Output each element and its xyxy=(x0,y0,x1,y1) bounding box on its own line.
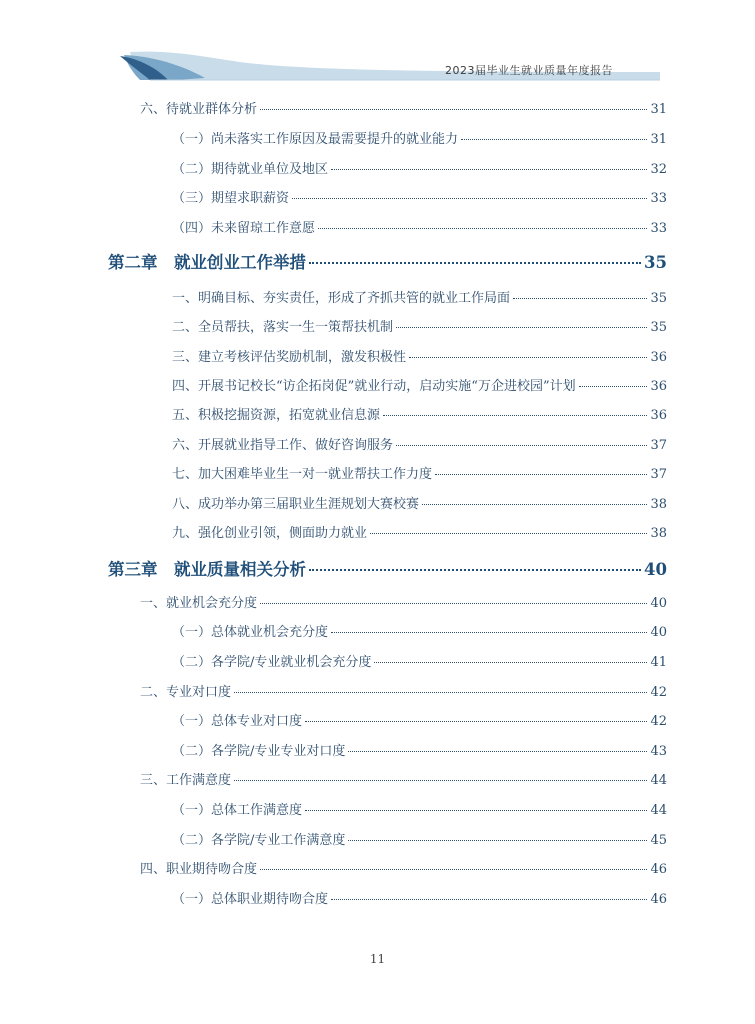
toc-entry[interactable] xyxy=(172,799,667,818)
toc-entry-page: 32 xyxy=(650,162,667,177)
toc-entry-label: 五、积极挖掘资源，拓宽就业信息源 xyxy=(172,408,381,423)
dot-leader xyxy=(260,603,647,604)
toc-entry-page: 42 xyxy=(650,685,667,700)
toc-entry-label: （二）各学院/专业就业机会充分度 xyxy=(172,655,372,670)
toc-entry-page: 44 xyxy=(650,803,667,818)
dot-leader xyxy=(348,840,647,841)
toc-entry[interactable] xyxy=(140,769,667,788)
dot-leader xyxy=(292,198,647,199)
toc-entry-label: （一）总体职业期待吻合度 xyxy=(172,892,329,907)
header-wave-graphic xyxy=(0,0,755,90)
dot-leader xyxy=(309,262,641,264)
toc-entry[interactable] xyxy=(172,829,667,848)
dot-leader xyxy=(234,692,647,693)
dot-leader xyxy=(435,474,647,475)
toc-entry-page: 40 xyxy=(650,625,667,640)
toc-entry[interactable] xyxy=(172,158,667,177)
toc-entry[interactable] xyxy=(172,287,667,306)
toc-entry-page: 35 xyxy=(650,291,667,306)
dot-leader xyxy=(396,445,647,446)
dot-leader xyxy=(331,899,647,900)
toc-entry-page: 33 xyxy=(650,221,667,236)
toc-entry[interactable] xyxy=(140,681,667,700)
dot-leader xyxy=(579,386,648,387)
toc-entry-label: 六、待就业群体分析 xyxy=(140,102,258,117)
toc-entry-page: 40 xyxy=(644,560,667,579)
dot-leader xyxy=(260,109,647,110)
dot-leader xyxy=(461,139,647,140)
dot-leader xyxy=(513,298,647,299)
toc-entry[interactable] xyxy=(172,316,667,335)
toc-entry-page: 41 xyxy=(650,655,667,670)
toc-entry-label: （一）总体就业机会充分度 xyxy=(172,625,329,640)
toc-entry-label: 二、专业对口度 xyxy=(140,685,232,700)
toc-entry[interactable] xyxy=(172,651,667,670)
toc-entry-label: 七、加大困难毕业生一对一就业帮扶工作力度 xyxy=(172,467,433,482)
header-title: 2023届毕业生就业质量年度报告 xyxy=(445,64,613,77)
toc-entry-page: 36 xyxy=(650,350,667,365)
dot-leader xyxy=(305,810,647,811)
toc-entry-label: 四、开展书记校长“访企拓岗促”就业行动，启动实施“万企进校园”计划 xyxy=(172,379,576,394)
dot-leader xyxy=(409,357,647,358)
toc-entry[interactable] xyxy=(140,592,667,611)
toc-entry-label: （一）尚未落实工作原因及最需要提升的就业能力 xyxy=(172,132,459,147)
toc-entry-label: （一）总体工作满意度 xyxy=(172,803,303,818)
toc-entry[interactable] xyxy=(172,463,667,482)
toc-entry-label: 三、工作满意度 xyxy=(140,773,232,788)
toc-entry-page: 36 xyxy=(650,408,667,423)
dot-leader xyxy=(309,569,641,571)
toc-entry[interactable] xyxy=(172,522,667,541)
dot-leader xyxy=(374,662,647,663)
toc-entry[interactable] xyxy=(172,621,667,640)
toc-entry-page: 46 xyxy=(650,862,667,877)
toc-entry-page: 40 xyxy=(650,596,667,611)
toc-entry[interactable] xyxy=(172,740,667,759)
toc-entry-label: （一）总体专业对口度 xyxy=(172,714,303,729)
toc-entry-label: （二）期待就业单位及地区 xyxy=(172,162,329,177)
toc-entry[interactable] xyxy=(172,888,667,907)
toc-entry-label: （四）未来留琼工作意愿 xyxy=(172,221,316,236)
toc-entry-label: 六、开展就业指导工作、做好咨询服务 xyxy=(172,438,394,453)
toc-entry-page: 43 xyxy=(650,744,667,759)
dot-leader xyxy=(348,751,647,752)
toc-entry[interactable] xyxy=(172,187,667,206)
dot-leader xyxy=(383,415,647,416)
toc-entry-label: 九、强化创业引领，侧面助力就业 xyxy=(172,526,368,541)
toc-entry-label: 第二章 就业创业工作举措 xyxy=(108,253,306,272)
page-header xyxy=(0,0,755,90)
toc-entry-page: 42 xyxy=(650,714,667,729)
toc-entry-label: 一、明确目标、夯实责任，形成了齐抓共管的就业工作局面 xyxy=(172,291,511,306)
dot-leader xyxy=(422,504,647,505)
toc-entry-page: 44 xyxy=(650,773,667,788)
toc-entry-label: 四、职业期待吻合度 xyxy=(140,862,258,877)
dot-leader xyxy=(260,869,647,870)
toc-entry-label: 二、全员帮扶，落实一生一策帮扶机制 xyxy=(172,320,394,335)
dot-leader xyxy=(318,228,647,229)
toc-entry[interactable] xyxy=(172,375,667,394)
toc-entry-page: 37 xyxy=(650,438,667,453)
toc-entry-page: 38 xyxy=(650,526,667,541)
toc-entry[interactable] xyxy=(172,710,667,729)
toc-entry-label: 三、建立考核评估奖励机制，激发积极性 xyxy=(172,350,407,365)
toc-entry[interactable] xyxy=(172,217,667,236)
dot-leader xyxy=(331,169,647,170)
toc-entry-page: 38 xyxy=(650,497,667,512)
toc-chapter-entry[interactable] xyxy=(108,249,667,273)
toc-entry-page: 46 xyxy=(650,892,667,907)
dot-leader xyxy=(305,721,647,722)
toc-entry-page: 31 xyxy=(650,102,667,117)
dot-leader xyxy=(370,533,647,534)
page-number: 11 xyxy=(369,952,386,966)
toc-entry-page: 35 xyxy=(650,320,667,335)
toc-chapter-entry[interactable] xyxy=(108,556,667,580)
toc-entry-page: 36 xyxy=(650,379,667,394)
dot-leader xyxy=(396,327,647,328)
toc-entry[interactable] xyxy=(172,404,667,423)
toc-entry-page: 33 xyxy=(650,191,667,206)
toc-entry-label: 一、就业机会充分度 xyxy=(140,596,258,611)
toc-entry-label: （二）各学院/专业工作满意度 xyxy=(172,833,346,848)
toc-entry[interactable] xyxy=(172,128,667,147)
toc-entry-page: 35 xyxy=(644,253,667,272)
toc-entry-label: （三）期望求职薪资 xyxy=(172,191,290,206)
toc-entry-page: 31 xyxy=(650,132,667,147)
toc-entry-page: 37 xyxy=(650,467,667,482)
toc-entry-label: 八、成功举办第三届职业生涯规划大赛校赛 xyxy=(172,497,420,512)
toc-entry-page: 45 xyxy=(650,833,667,848)
toc-entry[interactable] xyxy=(172,346,667,365)
dot-leader xyxy=(331,632,647,633)
toc-entry-label: （二）各学院/专业专业对口度 xyxy=(172,744,346,759)
toc-entry[interactable] xyxy=(140,98,667,117)
dot-leader xyxy=(234,780,647,781)
toc-entry-label: 第三章 就业质量相关分析 xyxy=(108,560,306,579)
toc-entry[interactable] xyxy=(140,858,667,877)
toc-entry[interactable] xyxy=(172,434,667,453)
toc-entry[interactable] xyxy=(172,493,667,512)
